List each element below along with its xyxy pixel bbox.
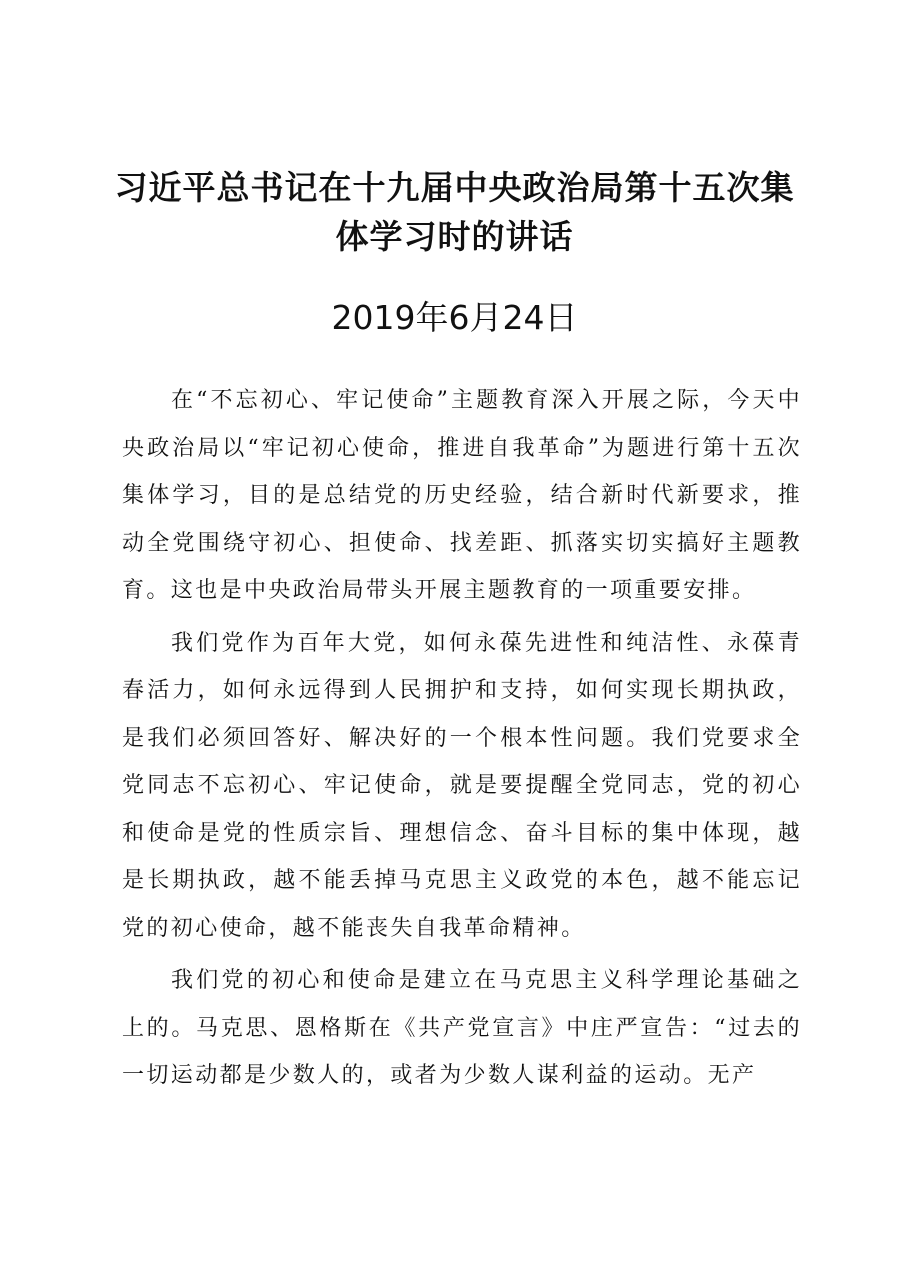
paragraph-1: 在“不忘初心、牢记使命”主题教育深入开展之际，今天中央政治局以“牢记初心使命，推进自我革命”为题进行第十五次集体学习，目的是总结党的历史经验，结合新时代新要求，推动全党围绕守初心、担使命、找差距、抓落实切实搞好主题教育。这也是中央政治局带头开展主题教育的一项重要安排。 <box>122 388 802 603</box>
speech-date: 2019年6月24日 <box>331 298 578 337</box>
paragraph-3: 我们党的初心和使命是建立在马克思主义科学理论基础之上的。马克思、恩格斯在《共产党宣言》中庄严宣告：“过去的一切运动都是少数人的，或者为少数人谋利益的运动。无产 <box>122 968 802 1088</box>
document-title: 习近平总书记在十九届中央政治局第十五次集体学习时的讲话 <box>114 168 795 256</box>
document-body <box>122 377 802 1105</box>
paragraph-2: 我们党作为百年大党，如何永葆先进性和纯洁性、永葆青春活力，如何永远得到人民拥护和支持，如何实现长期执政，是我们必须回答好、解决好的一个根本性问题。我们党要求全党同志不忘初心、牢记使命，就是要提醒全党同志，党的初心和使命是党的性质宗旨、理想信念、奋斗目标的集中体现，越是长期执政，越不能丢掉马克思主义政党的本色，越不能忘记党的初心使命，越不能丧失自我革命精神。 <box>122 630 802 941</box>
